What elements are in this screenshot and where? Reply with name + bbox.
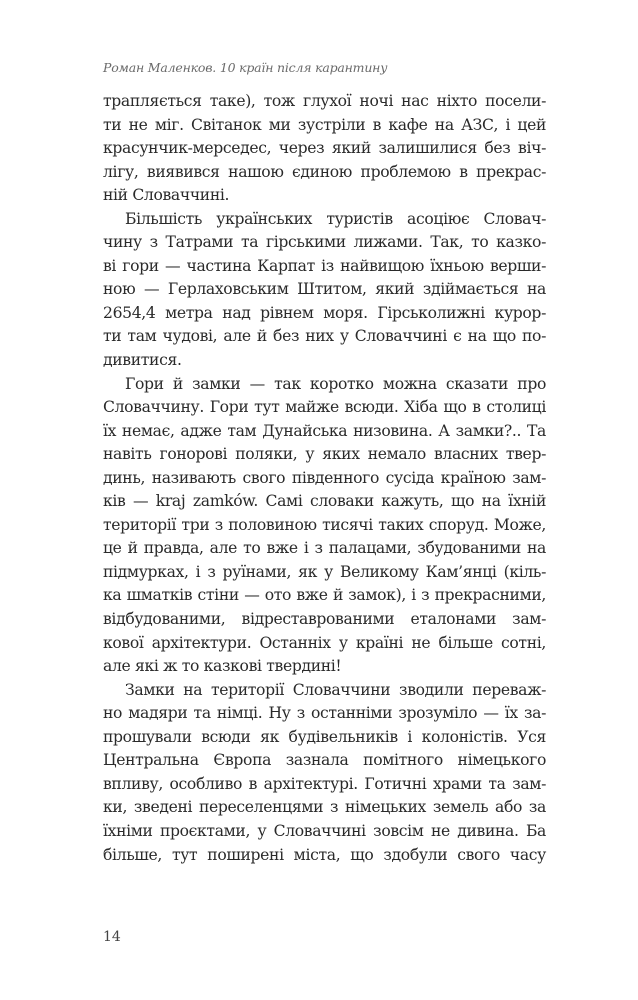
paragraph (103, 90, 546, 208)
text-line: Більшість українських туристів асоціює Словач- (125, 209, 546, 228)
text-line: ти там чудові, але й без них у Словаччині є на що по- (103, 327, 546, 346)
text-line: Замки на території Словаччини зводили переваж- (125, 680, 546, 699)
text-line: Центральна Європа зазнала помітного німецького (103, 751, 546, 770)
text-line: це й правда, але то вже і з палацами, збудованими на (103, 539, 546, 558)
text-line: 2654,4 метра над рівнем моря. Гірськолижні курор- (103, 303, 546, 322)
text-line: навіть гонорові поляки, у яких немало власних твер- (103, 445, 546, 464)
text-line: більше, тут поширені міста, що здобули свого часу (103, 845, 546, 864)
paragraph (103, 373, 546, 679)
text-line: ною — Герлаховським Штитом, який здіймається на (103, 280, 546, 299)
text-line: дивитися. (103, 351, 182, 370)
text-line: підмурках, і з руїнами, як у Великому Кам’янці (кіль- (103, 562, 546, 581)
text-line: ній Словаччині. (103, 186, 230, 205)
body-text (103, 90, 546, 867)
text-line: але які ж то казкові твердині! (103, 657, 342, 676)
text-line: Гори й замки — так коротко можна сказати про (125, 374, 546, 393)
paragraph (103, 208, 546, 373)
text-line: впливу, особливо в архітектурі. Готичні храми та зам- (103, 774, 546, 793)
text-line: кової архітектури. Останніх у країні не більше сотні, (103, 633, 546, 652)
text-line: динь, називають свого південного сусіда країною зам- (103, 468, 546, 487)
text-line: Словаччину. Гори тут майже всюди. Хіба що в столиці (103, 398, 546, 417)
text-line: відбудованими, відреставрованими еталонами зам- (103, 610, 546, 629)
text-line: но мадяри та німці. Ну з останніми зрозуміло — їх за- (103, 704, 546, 723)
text-line: території три з половиною тисячі таких споруд. Може, (103, 515, 546, 534)
running-header: Роман Маленков. 10 країн після карантину (103, 60, 388, 75)
text-line: прошували всюди як будівельників і колоністів. Уся (103, 727, 546, 746)
text-line: лігу, виявився нашою єдиною проблемою в прекрас- (103, 162, 546, 181)
text-line: їхніми проєктами, у Словаччині зовсім не дивина. Ба (103, 821, 546, 840)
text-line: трапляється таке), тож глухої ночі нас ніхто посели- (103, 92, 546, 110)
text-line: їх немає, адже там Дунайська низовина. А замки?.. Та (103, 421, 546, 440)
page-number: 14 (103, 929, 121, 945)
text-line: чину з Татрами та гірськими лижами. Так, то казко- (103, 233, 546, 252)
text-line: красунчик-мерседес, через який залишилися без віч- (103, 139, 546, 158)
text-line: ки, зведені переселенцями з німецьких земель або за (103, 798, 546, 817)
paragraph (103, 679, 546, 867)
text-line: ти не міг. Світанок ми зустріли в кафе на АЗС, і цей (103, 115, 546, 134)
text-line: ків — kraj zamków. Самі словаки кажуть, що на їхній (103, 492, 546, 511)
text-line: ка шматків стіни — ото вже й замок), і з прекрасними, (103, 586, 546, 605)
text-line: ві гори — частина Карпат із найвищою їхньою верши- (103, 256, 546, 275)
